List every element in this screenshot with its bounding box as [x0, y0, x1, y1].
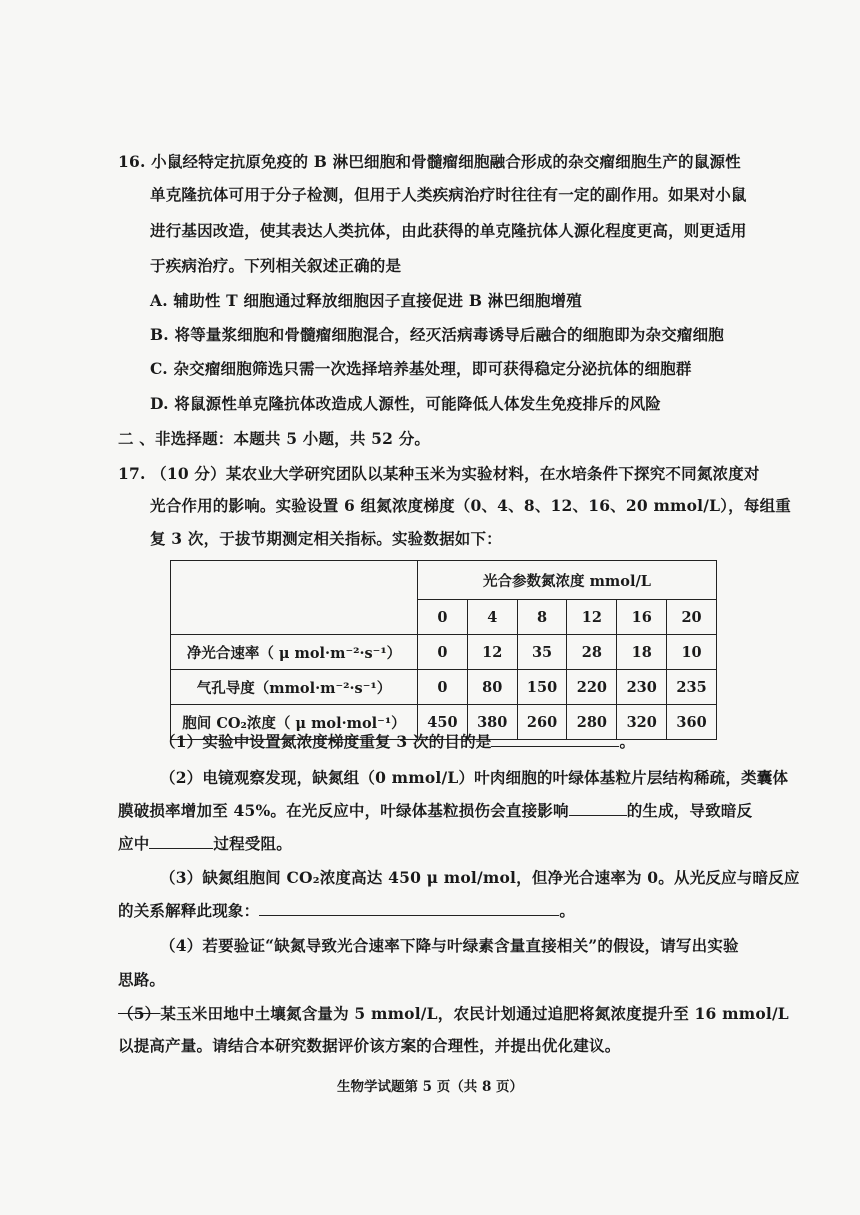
data-table: [170, 560, 717, 740]
table-cell: 280: [567, 705, 617, 740]
row-label: 气孔导度（mmol·m⁻²·s⁻¹）: [171, 670, 418, 705]
section-heading: 二 、非选择题：本题共 5 小题，共 52 分。: [118, 429, 431, 448]
table-cell: 0: [418, 670, 468, 705]
q16-option-b: B. 将等量浆细胞和骨髓瘤细胞混合，经灭活病毒诱导后融合的细胞即为杂交瘤细胞: [150, 325, 724, 344]
q17-part1-end: 。: [619, 732, 636, 751]
q17-part5-prefix: （5）: [118, 1004, 161, 1023]
conc-cell: 8: [517, 600, 567, 635]
q17-part4-line1: （4）若要验证“缺氮导致光合速率下降与叶绿素含量直接相关”的假设，请写出实验: [160, 936, 739, 955]
q16-option-d: D. 将鼠源性单克隆抗体改造成人源性，可能降低人体发生免疫排斥的风险: [150, 394, 661, 413]
q16-stem-line2: 单克隆抗体可用于分子检测，但用于人类疾病治疗时往往有一定的副作用。如果对小鼠: [150, 185, 747, 204]
q17-part2-text-b: 的生成，导致暗反: [626, 801, 753, 820]
q17-part3-line2: [118, 899, 575, 921]
q17-part1-text: （1）实验中设置氮浓度梯度重复 3 次的目的是: [160, 732, 492, 751]
table-header: 光合参数氮浓度 mmol/L: [418, 561, 717, 600]
answer-blank[interactable]: [149, 847, 213, 849]
q17-part4-line2: 思路。: [118, 970, 166, 989]
table-cell: 220: [567, 670, 617, 705]
table-cell: 150: [517, 670, 567, 705]
q17-part1: [160, 730, 635, 752]
row-label: 胞间 CO₂浓度（ μ mol·mol⁻¹）: [171, 705, 418, 740]
conc-cell: 12: [567, 600, 617, 635]
q17-part2-text-d: 过程受阻。: [213, 834, 292, 853]
table-cell: 18: [617, 635, 667, 670]
table-cell: 320: [617, 705, 667, 740]
table-corner: [171, 561, 418, 635]
q17-part2-line2: [118, 799, 752, 821]
table-cell: 10: [667, 635, 717, 670]
q17-stem-line1: 17. （10 分）某农业大学研究团队以某种玉米为实验材料，在水培条件下探究不同氮浓度对: [118, 464, 760, 483]
table-cell: 0: [418, 635, 468, 670]
q17-part5-line1: [118, 1002, 789, 1024]
table-cell: 450: [418, 705, 468, 740]
q17-part5-text: 某玉米田地中土壤氮含量为 5 mmol/L，农民计划通过追肥将氮浓度提升至 16 mmol/L: [160, 1004, 789, 1023]
table-cell: 12: [467, 635, 517, 670]
q17-stem-line3: 复 3 次，于拔节期测定相关指标。实验数据如下：: [150, 529, 502, 548]
table-cell: 260: [517, 705, 567, 740]
table-cell: 235: [667, 670, 717, 705]
table-cell: 380: [467, 705, 517, 740]
q17-part5-line2: 以提高产量。请结合本研究数据评价该方案的合理性，并提出优化建议。: [118, 1036, 621, 1055]
table-row: [171, 670, 717, 705]
table-cell: 35: [517, 635, 567, 670]
page-footer: 生物学试题第 5 页（共 8 页）: [336, 1079, 524, 1095]
table-cell: 230: [617, 670, 667, 705]
q17-part2-line1: （2）电镜观察发现，缺氮组（0 mmol/L）叶肉细胞的叶绿体基粒片层结构稀疏，类囊体: [160, 768, 789, 787]
table-cell: 28: [567, 635, 617, 670]
q17-part3-text: 的关系解释此现象：: [118, 901, 260, 920]
conc-cell: 16: [617, 600, 667, 635]
conc-cell: 0: [418, 600, 468, 635]
q16-stem-line3: 进行基因改造，使其表达人类抗体，由此获得的单克隆抗体人源化程度更高，则更适用: [150, 221, 747, 240]
table-row: [171, 635, 717, 670]
q17-part2-line3: [118, 832, 292, 854]
table-cell: 360: [667, 705, 717, 740]
q17-part3-line1: （3）缺氮组胞间 CO₂浓度高达 450 μ mol/mol，但净光合速率为 0。从光反应与暗反应: [160, 868, 800, 887]
answer-blank[interactable]: [259, 914, 559, 916]
q16-option-a: A. 辅助性 T 细胞通过释放细胞因子直接促进 B 淋巴细胞增殖: [150, 291, 582, 310]
conc-cell: 20: [667, 600, 717, 635]
conc-cell: 4: [467, 600, 517, 635]
q16-stem-line4: 于疾病治疗。下列相关叙述正确的是: [150, 256, 402, 275]
answer-blank[interactable]: [491, 745, 619, 747]
q16-option-c: C. 杂交瘤细胞筛选只需一次选择培养基处理，即可获得稳定分泌抗体的细胞群: [150, 359, 692, 378]
q16-stem-line1: 16. 小鼠经特定抗原免疫的 B 淋巴细胞和骨髓瘤细胞融合形成的杂交瘤细胞生产的鼠源性: [118, 152, 741, 171]
table-cell: 80: [467, 670, 517, 705]
answer-blank[interactable]: [569, 814, 627, 816]
q17-stem-line2: 光合作用的影响。实验设置 6 组氮浓度梯度（0、4、8、12、16、20 mmol/L），每组重: [150, 496, 791, 515]
q17-part2-text-a: 膜破损率增加至 45%。在光反应中，叶绿体基粒损伤会直接影响: [118, 801, 569, 820]
row-label: 净光合速率（ μ mol·m⁻²·s⁻¹）: [171, 635, 418, 670]
q17-part3-end: 。: [559, 901, 576, 920]
q17-part2-text-c: 应中: [118, 834, 150, 853]
